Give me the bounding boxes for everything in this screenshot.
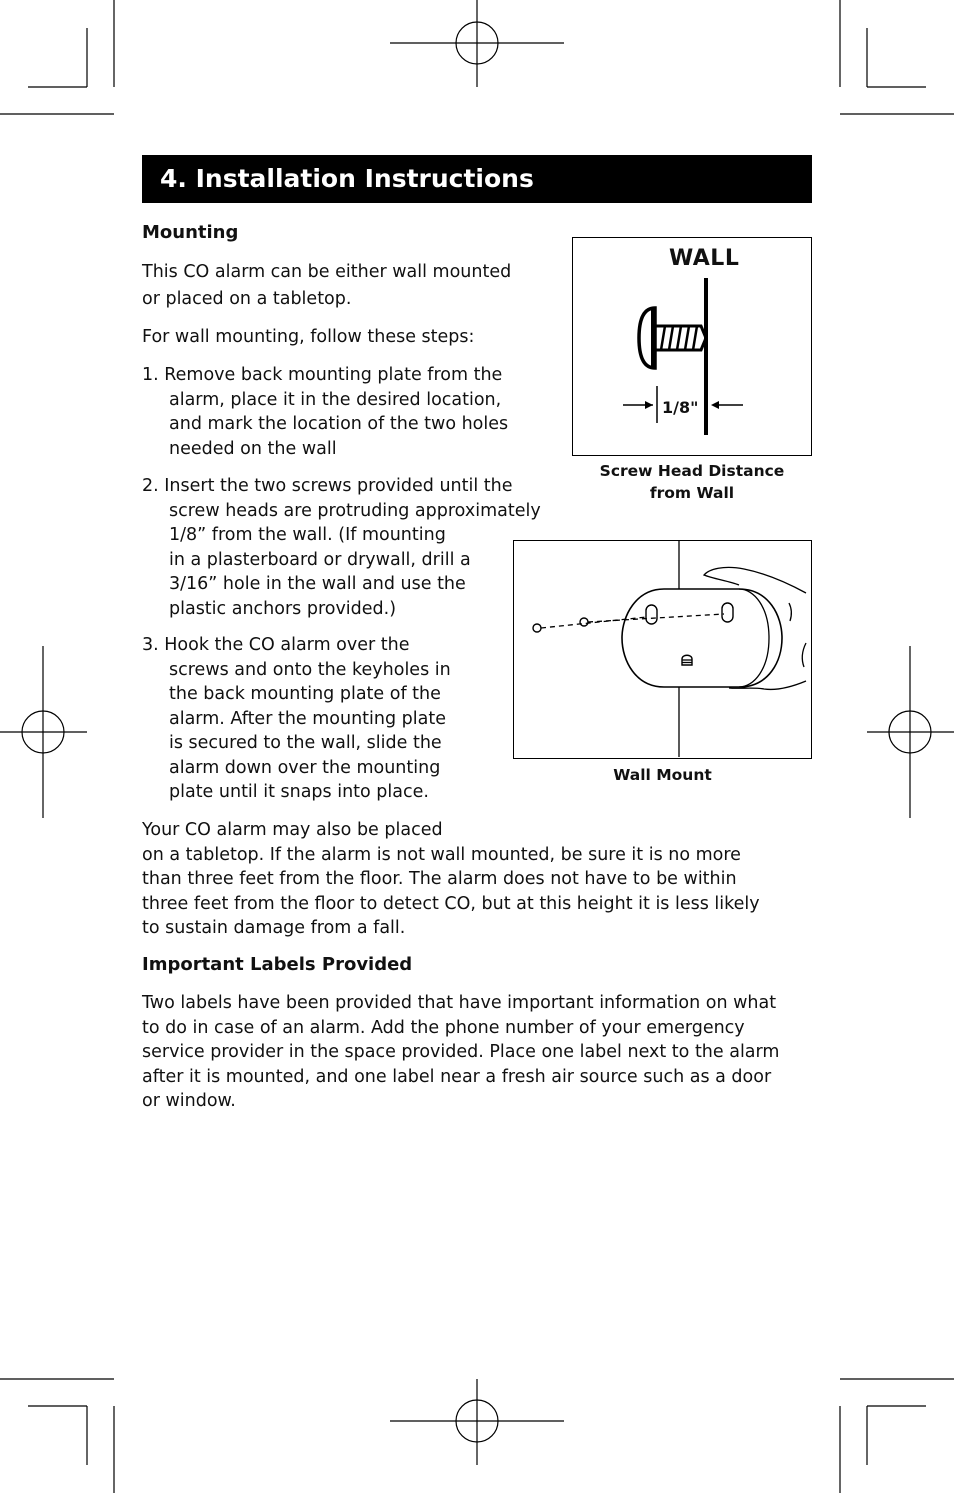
labels-line: Two labels have been provided that have important information on what [142,993,777,1013]
step-line: 3/16” hole in the wall and use the [169,574,466,594]
step-line: alarm down over the mounting [169,757,441,778]
mounting-intro-line: This CO alarm can be either wall mounted [142,262,512,282]
registration-mark-right [867,646,954,818]
caption-line: Screw Head Distance [599,462,785,480]
wall-mount-illustration [514,541,810,757]
caption-line: from Wall [649,484,735,502]
crop-mark-top-left [0,0,114,114]
step-line: 2. Insert the two screws provided until the [142,476,513,496]
step-line: plate until it snaps into place. [169,782,429,802]
step-line: is secured to the wall, slide the [169,733,442,753]
wall-mount-figure [513,540,812,759]
screw-distance-figure [572,237,812,456]
tabletop-line: than three feet from the floor. The alarm does not have to be within [142,869,737,889]
wall-label: WALL [669,246,740,271]
tabletop-paragraph [142,818,760,941]
crop-mark-bottom-right [840,1379,954,1493]
tabletop-line: on a tabletop. If the alarm is not wall mounted, be sure it is no more [142,844,741,865]
screw-figure-caption [572,460,812,504]
mounting-heading: Mounting [142,222,239,243]
dimension-label: 1/8" [662,398,699,417]
registration-mark-left [0,646,87,818]
step-line: needed on the wall [169,438,337,459]
step-2 [142,474,541,621]
labels-line: or window. [142,1091,236,1111]
mounting-intro-line: or placed on a tabletop. [142,288,352,309]
labels-line: service provider in the space provided. Place one label next to the alarm [142,1042,780,1062]
step-1 [142,363,508,461]
labels-heading: Important Labels Provided [142,954,413,975]
step-line: alarm. After the mounting plate [169,708,446,729]
step-line: 1/8” from the wall. (If mounting [169,525,446,545]
labels-line: to do in case of an alarm. Add the phone number of your emergency [142,1017,745,1038]
labels-line: after it is mounted, and one label near a fresh air source such as a door [142,1066,772,1087]
crop-mark-bottom-left [0,1379,114,1493]
step-3 [142,633,451,805]
crop-mark-top-right [840,0,954,114]
wall-mount-caption: Wall Mount [613,766,712,784]
registration-mark-top [390,0,564,87]
step-line: plastic anchors provided.) [169,598,397,619]
step-line: and mark the location of the two holes [169,414,509,434]
tabletop-line: three feet from the floor to detect CO, but at this height it is less likely [142,893,760,914]
registration-mark-bottom [390,1379,564,1465]
section-header-bar [142,155,812,203]
tabletop-line: Your CO alarm may also be placed [142,820,443,840]
labels-paragraph [142,991,779,1114]
section-title: 4. Installation Instructions [160,164,534,193]
screw-illustration [573,238,810,454]
step-line: 1. Remove back mounting plate from the [142,365,503,385]
step-line: screw heads are protruding approximately [169,500,541,521]
mounting-intro [142,260,511,311]
step-line: alarm, place it in the desired location, [169,389,502,410]
step-line: 3. Hook the CO alarm over the [142,635,410,655]
step-line: the back mounting plate of the [169,684,441,704]
step-line: screws and onto the keyholes in [169,659,451,680]
step-line: in a plasterboard or drywall, drill a [169,549,471,570]
tabletop-line: to sustain damage from a fall. [142,918,406,938]
wall-mount-intro: For wall mounting, follow these steps: [142,327,475,347]
